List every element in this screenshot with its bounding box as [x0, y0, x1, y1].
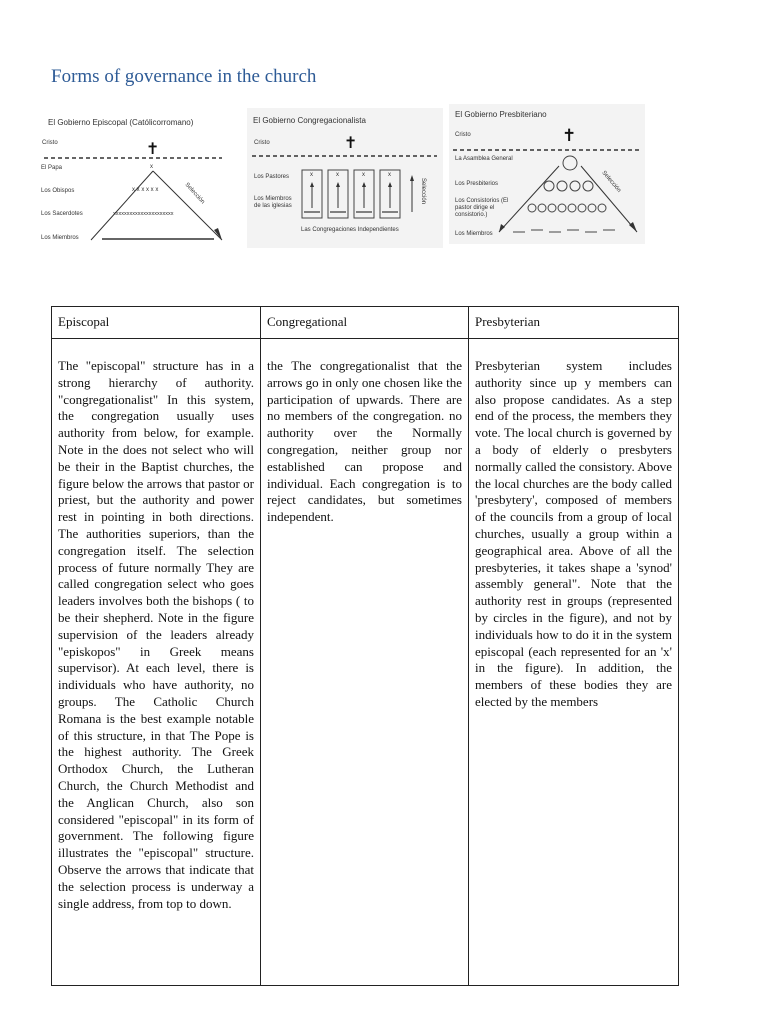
cross-icon: ✝: [146, 139, 160, 158]
header-presbyterian: Presbyterian: [469, 307, 679, 339]
page-title: Forms of governance in the church: [51, 66, 317, 87]
presbyterian-lines: [449, 104, 645, 244]
presbyterian-arrow-label: Selección: [600, 170, 622, 194]
episcopal-arrow-label: Selección: [183, 182, 206, 206]
presbyterian-cell: [469, 339, 679, 986]
congregational-pastor-mark-4: x: [388, 172, 391, 178]
presbyterian-level-consistories: Los Consistorios (El pastor dirige el consistorio.): [455, 198, 509, 218]
episcopal-diagram: [36, 108, 236, 248]
presbyterian-top-label: Cristo: [455, 132, 471, 138]
governance-table: [51, 306, 679, 986]
congregational-pastor-mark-1: x: [310, 172, 313, 178]
presbyterian-level-assembly: La Asamblea General: [455, 156, 513, 162]
episcopal-level-priests: Los Sacerdotes: [41, 211, 83, 217]
congregational-cell: [261, 339, 469, 986]
episcopal-diagram-title: El Gobierno Episcopal (Católicorromano): [48, 118, 194, 127]
presbyterian-level-presbyteries: Los Presbiterios: [455, 181, 499, 187]
congregational-top-label: Cristo: [254, 140, 270, 146]
presbyterian-diagram: [449, 104, 645, 244]
congregational-pastor-mark-3: x: [362, 172, 365, 178]
congregational-level-pastors: Los Pastores: [254, 174, 290, 180]
presbyterian-text: Presbyterian system includes authority since up y members can also propose candidates. As a step end of the process, the members they vote. The local church is governed by a body of elderly o presbyters normally called the consistory. Above the local churches are the body called 'presbytery', composed of members of the councils from a group of local churches, usually a group within a geographical area. Above of all the presbyteries, it takes shape a 'synod' assembly general". Note that the authority rest in groups (represented by circles in the figure), and not by individuals how to do it in the system episcopal (each represented for an 'x' in the figure). In addition, the members of these bodies they are elected by the members: [475, 358, 672, 709]
congregational-diagram-title: El Gobierno Congregacionalista: [253, 116, 366, 125]
congregational-text: the The congregationalist that the arrows go in only one chosen like the participation of upwards. There are no members of the congregation. no authority over the Normally congregation, neither group nor established can propose and individual. Each congregation is to reject candidates, but sometimes independent.: [267, 358, 462, 525]
congregational-arrow-label: Selección: [420, 178, 426, 205]
table-header-row: [52, 307, 679, 339]
cross-icon: ✝: [344, 133, 358, 152]
congregational-caption: Las Congregaciones Independientes: [301, 227, 399, 233]
congregational-pastor-mark-2: x: [336, 172, 339, 178]
presbyterian-level-members: Los Miembros: [455, 231, 493, 237]
episcopal-level-bishops: Los Obispos: [41, 188, 75, 194]
congregational-diagram: [247, 108, 443, 248]
episcopal-bishop-marks: x x x x x x: [132, 187, 159, 193]
episcopal-text: The "episcopal" structure has in a strong hierarchy of authority. "congregationalist" In this system, the congregation usually uses authority from below, for example. Note in the does not select who will be their in the Baptist churches, the figure below the arrows that pastor or priest, but the authority and power rest in pointing in both directions. The authorities superiors, than the congregation itself. The selection process of future normally They are called congregation select who goes leaders involves both the bishops ( to be their shepherd. Note in the figure supervision of the leaders already "episkopos" in Greek means supervisor). At each level, there is individuals who have authority, no groups. The Catholic Church Romana is the best example notable of this structure, in that The Pope is the highest authority. The Greek Orthodox Church, the Lutheran Church, the Church Methodist and the Anglican Church, also son considered "episcopal" in its form of government. The following figure illustrates the "episcopal" structure. Observe the arrows that indicate that the selection process is underway a single address, from top to down.: [58, 358, 254, 911]
table-row: [52, 339, 679, 986]
presbyterian-diagram-title: El Gobierno Presbiteriano: [455, 110, 547, 119]
cross-icon: ✝: [562, 126, 577, 146]
header-congregational: Congregational: [261, 307, 469, 339]
congregational-level-members: Los Miembros de las iglesias: [254, 196, 292, 209]
episcopal-cell: [52, 339, 261, 986]
header-episcopal: Episcopal: [52, 307, 261, 339]
episcopal-level-pope: El Papa: [41, 165, 63, 171]
episcopal-pope-mark: x: [150, 164, 153, 170]
episcopal-lines: [36, 108, 236, 248]
episcopal-level-members: Los Miembros: [41, 235, 79, 241]
episcopal-priest-marks: xxxxxxxxxxxxxxxxxxxxxx: [113, 211, 174, 217]
episcopal-top-label: Cristo: [42, 140, 58, 146]
